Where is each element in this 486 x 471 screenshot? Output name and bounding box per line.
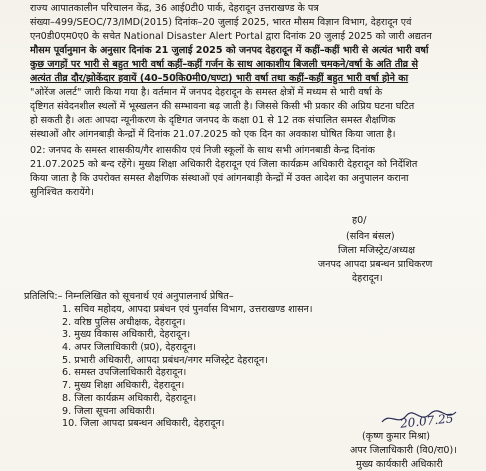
body-line-8: दृष्टिगत संवेदनशील स्थलों में भूस्खलन की सम्भावना बढ़ जाती है। जिससे किसी भी प्रकार की अप्रिय घटना घटित <box>30 101 415 112</box>
handwritten-date: 20.07.25 <box>399 411 455 431</box>
para-2-line-1: 02: जनपद के समस्त शासकीय/गैर शासकीय एवं निजी स्कूलों के साथ सभी आंगनबाडी केन्द्र दिनांक <box>30 145 375 156</box>
signatory-place: देहरादून। <box>352 273 383 284</box>
list-item: 5. प्रभारी अधिकारी, आपदा प्रबंधन/नगर मजिस्ट्रेट देहरादून। <box>62 354 268 366</box>
signatory-designation: जिला मजिस्ट्रेट/अध्यक्ष <box>338 245 415 256</box>
body-line-9: हो सकती है। अतः आपदा न्यूनीकरण के दृष्टिगत जनपद के कक्षा 01 से 12 तक संचालित समस्त शैक्षणिक <box>30 115 396 126</box>
list-item: 6. समस्त उपजिलाधिकारी देहरादून। <box>62 367 187 379</box>
list-item: 2. वरिष्ठ पुलिस अधीक्षक, देहरादून। <box>62 316 186 328</box>
signatory-name: (सविन बंसल) <box>346 231 395 242</box>
copy-intro: प्रतिलिपि:– निम्नलिखित को सूचनार्थ एवं अनुपालनार्थ प्रेषित– <box>24 291 234 302</box>
countersign-designation: अपर जिलाधिकारी (वि0/रा0)। <box>350 445 457 456</box>
body-line-5: कुछ जगहों पर भारी से बहुत भारी वर्षा कहीं–कहीं गर्जन के साथ आकाशीय बिजली चमकने/वर्षा के अति तीव्र से <box>30 59 418 70</box>
body-line-6: अत्यंत तीव्र दौर/झोकेंदार हवायें (40–50कि0मी0/घण्टा) भारी वर्षा तथा कहीं–कहीं बहुत भारी वर्षा होने का <box>30 73 409 84</box>
body-line-1: राज्य आपातकालीन परिचालन केंद्र, 36 आई0टी0 पार्क, देहरादून उत्तराखण्ड के पत्र <box>30 3 319 14</box>
body-line-3: एन0डी0एम0ए0 के सचेत National Disaster Alert Portal द्वारा दिनांक 20 जुलाई 2025 को जारी अद्यतन <box>30 31 432 42</box>
signatory-authority: जनपद आपदा प्रबन्धन प्राधिकरण <box>318 259 433 270</box>
list-item: 7. मुख्य शिक्षा अधिकारी, देहरादून। <box>62 380 185 392</box>
body-line-2: संख्या–499/SEOC/73/IMD(2015) दिनांक–20 जुलाई 2025, भारत मौसम विज्ञान विभाग, देहरादून एवं <box>30 17 412 28</box>
list-item: 1. सचिव महोदय, आपदा प्रबंधन एवं पुनर्वास विभाग, उत्तराखण्ड शासन। <box>62 304 313 315</box>
list-item: 9. जिला सूचना अधिकारी। <box>62 405 155 417</box>
list-item: 4. अपर जिलाधिकारी (प्र0), देहरादून। <box>62 342 197 354</box>
copy-list <box>62 304 313 431</box>
list-item: 3. मुख्य विकास अधिकारी, देहरादून। <box>62 329 191 341</box>
para-2-line-3: किया जाता है कि उपरोक्त समस्त शैक्षणिक संस्थाओं एवं आंगनबाड़ी केन्द्रों में उक्त आदेश का अनुपालन कराना <box>30 173 409 184</box>
para-2-line-2: 21.07.2025 को बन्द रहेंगे। मुख्य शिक्षा अधिकारी देहरादून एवं जिला कार्यक्रम अधिकारी देहरादून को निर्देशित <box>30 159 418 170</box>
list-item: 10. जिला आपदा प्रबन्धन अधिकारी, देहरादून। <box>62 418 225 430</box>
body-line-4: मौसम पूर्वानुमान के अनुसार दिनांक 21 जुलाई 2025 को जनपद देहरादून में कहीं–कहीं भारी से अत्यंत भारी वर्षा <box>30 45 429 56</box>
signature-mark: ह0/ <box>352 215 367 226</box>
countersign-name: (कृष्ण कुमार मिश्रा) <box>362 431 430 442</box>
countersign-footer: मुख्य कार्यकारी अधिकारी <box>356 459 443 470</box>
para-2-line-4: सुनिश्चित करायेंगे। <box>30 187 94 198</box>
body-line-10: संस्थाओं और आंगनबाड़ी केन्द्रों में दिनांक 21.07.2025 को एक दिन का अवकाश घोषित किया जाता है। <box>30 129 396 140</box>
body-line-7: "ओरेंज अलर्ट" जारी किया गया है। वर्तमान में जनपद देहरादून के समस्त क्षेत्रों में मध्यम से भारी वर्षा के <box>30 87 383 98</box>
list-item: 8. जिला कार्यक्रम अधिकारी, देहरादून। <box>62 392 197 404</box>
